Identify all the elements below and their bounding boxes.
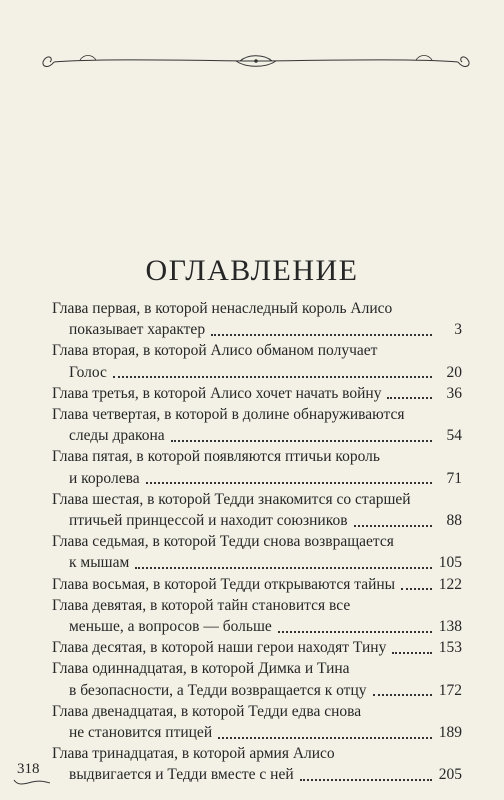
toc-entry-text: Глава десятая, в которой наши герои находят Тину <box>52 639 387 657</box>
toc-entry <box>52 340 462 382</box>
toc-entry-text: Глава одиннадцатая, в которой Димка и Тина <box>52 660 350 678</box>
toc-entry-text: Глава вторая, в которой Алисо обманом получает <box>52 342 378 360</box>
dot-leader <box>373 694 432 696</box>
dot-leader <box>401 588 432 590</box>
toc-page-number: 20 <box>446 363 462 381</box>
dot-leader <box>218 737 432 739</box>
toc-entry-text: Голос <box>69 363 107 381</box>
toc-page-number: 105 <box>438 554 462 572</box>
toc-page-number: 138 <box>438 618 462 636</box>
toc-entry <box>52 595 462 637</box>
toc-entry <box>52 404 462 446</box>
page-title: ОГЛАВЛЕНИЕ <box>145 254 359 287</box>
flourish-icon <box>12 776 52 786</box>
toc-entry-text: птичьей принцессой и находит союзников <box>69 512 348 530</box>
dot-leader <box>354 525 432 527</box>
toc-entry-text: не становится птицей <box>69 724 213 742</box>
dot-leader <box>300 779 432 781</box>
toc-entry-text: следы дракона <box>69 427 165 445</box>
dot-leader <box>146 482 432 484</box>
toc-entry-text: Глава пятая, в которой появляются птичьи король <box>52 448 380 466</box>
toc-entry-text: выдвигается и Тедди вместе с ней <box>69 766 294 784</box>
toc-page-number: 172 <box>438 681 462 699</box>
toc-entry <box>52 658 462 700</box>
dot-leader <box>113 376 432 378</box>
toc-page-number: 54 <box>446 427 462 445</box>
dot-leader <box>387 397 432 399</box>
toc-entry <box>52 574 462 595</box>
toc-page-number: 3 <box>454 321 462 339</box>
toc-entry-text: и королева <box>69 469 140 487</box>
dot-leader <box>278 631 432 633</box>
toc-page-number: 71 <box>446 469 462 487</box>
toc-entry-text: Глава двенадцатая, в которой Тедди едва снова <box>52 702 362 720</box>
dot-leader <box>392 652 432 654</box>
toc-page-number: 189 <box>438 724 462 742</box>
table-of-contents <box>52 298 462 786</box>
toc-entry <box>52 531 462 573</box>
toc-entry-text: показывает характер <box>69 321 206 339</box>
toc-entry-text: Глава третья, в которой Алисо хочет начать войну <box>52 384 382 402</box>
toc-page-number: 122 <box>438 575 462 593</box>
toc-entry <box>52 446 462 488</box>
toc-entry <box>52 383 462 404</box>
toc-entry-text: Глава шестая, в которой Тедди знакомится со старшей <box>52 490 411 508</box>
toc-entry-text: меньше, а вопросов — больше <box>69 618 272 636</box>
page-number: 318 <box>17 761 40 777</box>
toc-page-number: 205 <box>438 766 462 784</box>
toc-page-number: 36 <box>446 384 462 402</box>
toc-entry-text: Глава девятая, в которой тайн становится все <box>52 596 351 614</box>
toc-entry <box>52 489 462 531</box>
toc-page-number: 88 <box>446 512 462 530</box>
toc-entry-text: Глава восьмая, в которой Тедди открываются тайны <box>52 575 396 593</box>
toc-entry-text: Глава седьмая, в которой Тедди снова возвращается <box>52 533 394 551</box>
toc-entry-text: Глава тринадцатая, в которой армия Алисо <box>52 745 335 763</box>
toc-entry-text: Глава первая, в которой ненаследный король Алисо <box>52 300 393 317</box>
toc-page-number: 153 <box>438 639 462 657</box>
dot-leader <box>171 440 432 442</box>
toc-entry <box>52 298 462 340</box>
toc-entry-text: Глава четвертая, в которой в долине обнаруживаются <box>52 406 405 424</box>
header-ornament-icon <box>40 48 472 74</box>
toc-entry <box>52 743 462 785</box>
toc-entry <box>52 701 462 743</box>
dot-leader <box>135 567 432 569</box>
toc-entry-text: в безопасности, а Тедди возвращается к отцу <box>69 681 367 699</box>
toc-entry <box>52 637 462 658</box>
dot-leader <box>211 334 432 336</box>
toc-entry-text: к мышам <box>69 554 130 572</box>
